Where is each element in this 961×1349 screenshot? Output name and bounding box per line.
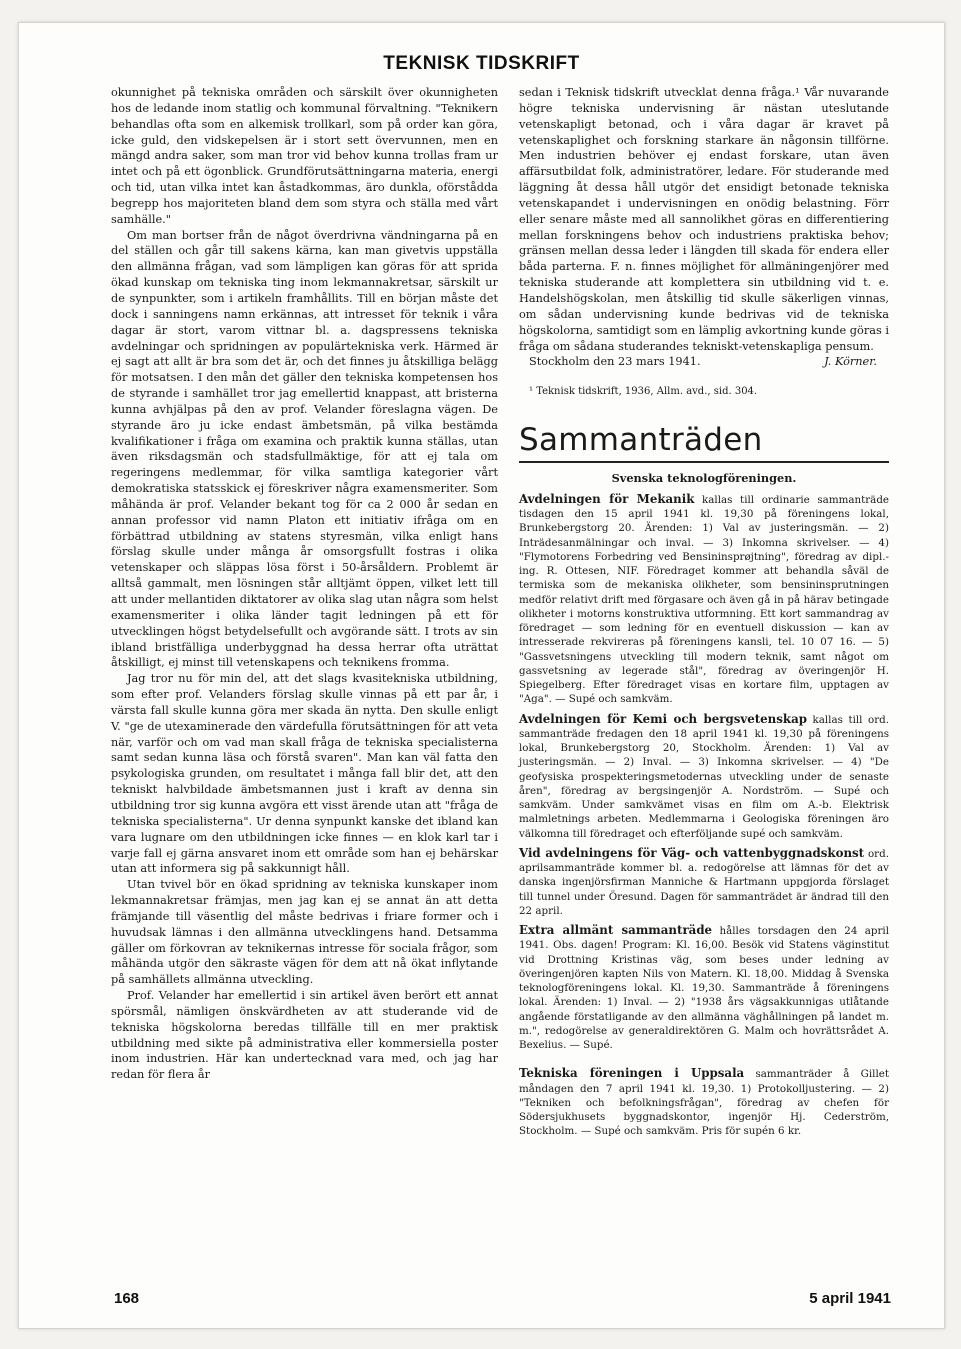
left-column [111,85,498,1083]
journal-page [18,22,945,1329]
body-paragraph: Jag tror nu för min del, att det slags kvasitekniska utbildning, som efter prof. Velanders förslag skulle vinnas på ett par år, i värsta fall skulle kunna göra mer skada än nytta. Den skulle enligt V. "ge de utexaminerade den värdefulla förutsättningen för att veta när, varför och om vad man skall fråga de tekniska specialisterna samt sedan kunna läsa och förstå svaren". Man kan väl fatta den psykologiska grunden, om resultatet i många fall blir det, att den tekniskt halvbildade ämbetsmannen just i kraft av denna sin utbildning tror sig kunna avgöra ett visst ärende utan att "fråga de tekniska specialisterna". Ur denna synpunkt kanske det ibland kan vara lugnare om den utbildningen icke finnes — en klok karl tar i varje fall ej gärna ansvaret inom ett område som han ej behärskar utan att informera sig på sakkunnigt håll. [111,672,498,876]
body-paragraph: sedan i Teknisk tidskrift utvecklat denna fråga.¹ Vår nuvarande högre tekniska undervisning är nästan uteslutande vetenskapligt betonad, och i våra dagar är kravet på vetenskaplighet och forskning starkare än någonsin tillförne. Men industrien behöver ej endast forskare, utan även affärsutbildat folk, administratörer, ledare. För studerande med läggning åt dessa håll utgör det ensidigt betonade tekniska vetenskapandet i undervisningen en onödig belastning. Förr eller senare måste med all sannolikhet göras en differentiering mellan forskningens behov och industriens praktiska behov; gränsen mellan dessa leder i längden till skada för endera eller båda parterna. F. n. finnes möjlighet för allmäningenjörer med tekniska studerande att komplettera sin utbildning vid t. e. Handelshögskolan, men åtskillig tid skulle säkerligen vinnas, om sådan undervisning kunde bedrivas vid de tekniska högskolorna, samtidigt som en lämplig avkortning kunde göras i fråga om sådana studerandes tekniskt-vetenskapliga pensum. [519,86,889,353]
notice-lead: Tekniska föreningen i Uppsala [519,1066,745,1081]
body-paragraph: Om man bortser från de något överdrivna vändningarna på en del ställen och går till sakens kärna, kan man givetvis uppställa den allmänna frågan, vad som lämpligen kan göras för att sprida ökad kunskap om tekniska ting inom lekmannakretsar, särskilt ur de synpunkter, som i artikeln framhållits. Till en början måste det dock i sanningens namn erkännas, att intresset för teknik i våra dagar är stort, varom vittnar bl. a. dagspressens tekniska avdelningar och spridningen av populärtekniska verk. Härmed är ej sagt att allt är bra som det är, och det finnes ju åtskilliga belägg för motsatsen. I den mån det gäller den tekniska kompetensen hos de styrande i samhället tror jag emellertid knappast, att bristerna kunna avhjälpas på den av prof. Velander föreslagna vägen. De styrande äro ju icke endast ämbetsmän, på vilka bestämda kvalifikationer i fråga om examina och praktik kunna ställas, utan även riksdagsmän och stadsfullmäktige, för att ej tala om regeringens medlemmar, för vilka samtliga kategorier vårt demokratiska statsskick ej föreskriver några examensmeriter. Som måhända är prof. Velander bekant tog för ca 2 000 år sedan en annan professor vid namn Platon ett initiativ ifråga om en förbättrad utbildning av statens styresmän, vilka enligt hans förslag skulle under många år omsorgsfullt fostras i olika vetenskaper och släppas lösa först i 50-årsåldern. Problemt är alltså gammalt, men lösningen står alltjämt öppen, vilket lett till att under mellantiden diktatorer av olika slag utan några som helst examensmeriter i olika länder tagit ledningen på ett för utvecklingen högst betydelsefullt och avgörande sätt. I trots av sin ibland bristfälliga underbyggnad ha dessa herrar ofta uträttat åtskilligt, ej minst till vetenskapens och teknikens fromma. [111,228,498,670]
notice-lead: Vid avdelningens för Väg- och vattenbyggnadskonst [519,845,865,860]
notice [519,492,889,707]
issue-date: 5 april 1941 [809,1290,891,1307]
signature-place-date: Stockholm den 23 mars 1941. [529,355,701,369]
journal-header: TEKNISK TIDSKRIFT [383,53,580,74]
notice-text: ord. aprilsammanträde kommer bl. a. redogörelse att lämnas för det av danska ingenjörsfirman Manniche & Hartmann uppgjorda förslaget till tunnel under Öresund. Dagen för sammanträdet är ändrad till den 22 april. [519,847,889,917]
notice-lead: Avdelningen för Kemi och bergsvetenskap [519,711,807,726]
notice-text: kallas till ordinarie sammanträde tisdagen den 15 april 1941 kl. 19,30 på föreningens lokal, Brunkebergstorg 20. Ärenden: 1) Val av justeringsmän. — 2) Inträdesanmälningar och inval. — 3) Inkomna skrivelser. — 4) "Flymotorens Forbedring ved Bensininsprøjtning", föredrag av dipl.-ing. R. Ottesen, NIF. Föredraget kommer att behandla såväl de termiska som de mekaniska olikheter, som bensininsprutningen medför relativt drift med förgasare och även gå in på härav betingade olikheter i motorns konstruktiva utformning. Ett kort sammandrag av föredraget — som ledning för en eventuell diskussion — kan av intresserade rekvireras på föreningens kansli, tel. 10 07 16. — 5) "Gassvetsningens utveckling till modern teknik, samt något om gassvetsning av legerade stål", föredrag av överingenjör H. Spiegelberg. Efter föredraget visas en kortare film, upptagen av "Aga". — Supé och samkväm. [519,493,890,706]
notice [519,846,889,918]
signature-line [519,354,889,370]
footnote: ¹ Teknisk tidskrift, 1936, Allm. avd., sid. 304. [529,386,758,398]
notice-text: hålles torsdagen den 24 april 1941. Obs. dagen! Program: Kl. 16,00. Besök vid Statens väginstitut vid Drottning Kristinas väg, som beses under ledning av överingenjören kapten Nils von Matern. Kl. 18,00. Middag å Svenska teknologföreningens lokal. Kl. 19,30. Sammanträde å föreningens lokal. Ärenden: 1) Inval. — 2) "1938 års vägsakkunnigas utlåtande angående förstatligande av den allmänna väghållningen på landet m. m.", redogörelse av generaldirektören G. Malm och hovrättsrådet A. Bexelius. — Supé. [519,925,889,1052]
body-paragraph: Utan tvivel bör en ökad spridning av tekniska kunskaper inom lekmannakretsar främjas, men jag kan ej se annat än att detta främjande till väsentlig del måste bedrivas i friare former och i huvudsak lämnas i den allmänna utvecklingens hand. Detsamma gäller om förkovran av teknikernas intresse för sociala frågor, som måhända utgör den säkraste vägen för dem att nå ökat inflytande på samhällets allmänna utveckling. [111,878,498,987]
notice [519,1066,889,1138]
right-column [519,85,889,1139]
body-paragraph: okunnighet på tekniska områden och särskilt över okunnigheten hos de ledande inom statlig och kommunal förvaltning. "Teknikern behandlas ofta som en alkemisk trollkarl, som på order kan göra, icke guld, den vidskepelsen är i stort sett övervunnen, men en mängd andra saker, som man tror vid behov kunna trollas fram ur intet och på ett ögonblick. Grundförutsättningarna materia, energi och tid, utan vilka intet kan åstadkommas, äro dunkla, oförstådda begrepp hos majoriteten bland dem som styra och ställa med vårt samhälle." [111,86,498,226]
notice-text: kallas till ord. sammanträde fredagen den 18 april 1941 kl. 19,30 på föreningens lokal, Brunkebergstorg 20, Stockholm. Ärenden: 1) Val av justeringsmän. — 2) Inval. — 3) Inkomna skrivelser. — 4) "De geofysiska prospekteringsmetodernas utveckling under de senaste åren", föredrag av bergsingenjör A. Nordström. — Supé och samkväm. Under samkvämet visas en film om A.-b. Elektrisk malmletnings arbeten. Medlemmarna i Geologiska föreningen äro välkomna till föredraget och efterföljande supé och samkväm. [519,713,889,840]
signature-author: J. Körner. [824,355,877,369]
page-number: 168 [114,1290,140,1307]
notice-lead: Avdelningen för Mekanik [519,491,695,506]
notice [519,712,889,841]
section-rule [519,461,889,463]
body-paragraph: Prof. Velander har emellertid i sin artikel även berört ett annat spörsmål, nämligen önskvärdheten av att studerande vid de tekniska högskolorna beredas tillfälle till en mer praktisk utbildning med sikte på administrativa eller kommersiella poster inom industrien. Här kan undertecknad vara med, och jag har redan för flera år [111,989,498,1082]
notice-text: sammanträder å Gillet måndagen den 7 april 1941 kl. 19,30. 1) Protokolljustering. — 2) "Tekniken och befolkningsfrågan", föredrag av chefen för Södersjukhusets byggnadskontor, ingenjör Hj. Cederström, Stockholm. — Supé och samkväm. Pris för supén 6 kr. [519,1068,889,1138]
notice [519,923,889,1052]
org-title: Svenska teknologföreningen. [611,471,797,486]
section-title: Sammanträden [519,422,763,459]
notice-lead: Extra allmänt sammanträde [519,923,713,938]
